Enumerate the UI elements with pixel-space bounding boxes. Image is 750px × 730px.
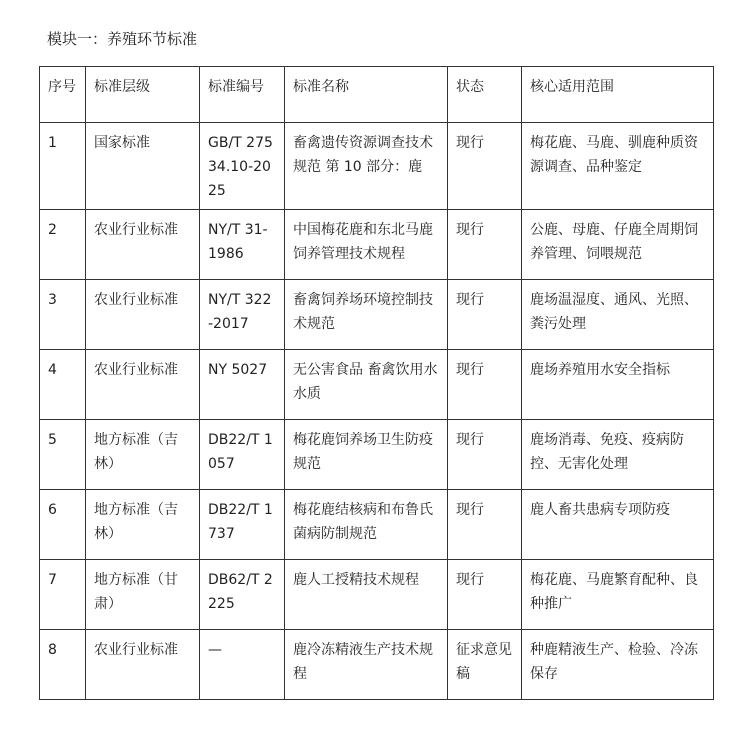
cell-name: 梅花鹿饲养场卫生防疫规范	[285, 420, 448, 490]
cell-status: 现行	[448, 350, 522, 420]
cell-scope: 种鹿精液生产、检验、冷冻保存	[522, 630, 714, 700]
cell-name: 鹿人工授精技术规程	[285, 560, 448, 630]
cell-scope: 鹿场养殖用水安全指标	[522, 350, 714, 420]
table-row	[40, 420, 714, 490]
cell-level: 农业行业标准	[86, 630, 200, 700]
table-row	[40, 350, 714, 420]
header-level: 标准层级	[86, 67, 200, 123]
cell-name: 中国梅花鹿和东北马鹿饲养管理技术规程	[285, 210, 448, 280]
cell-status: 现行	[448, 560, 522, 630]
cell-scope: 梅花鹿、马鹿、驯鹿种质资源调查、品种鉴定	[522, 123, 714, 210]
cell-level: 地方标准（甘肃）	[86, 560, 200, 630]
cell-no: 6	[40, 490, 86, 560]
cell-level: 国家标准	[86, 123, 200, 210]
cell-scope: 公鹿、母鹿、仔鹿全周期饲养管理、饲喂规范	[522, 210, 714, 280]
cell-no: 8	[40, 630, 86, 700]
table-header-row	[40, 67, 714, 123]
module-title: 模块一：养殖环节标准	[47, 30, 198, 48]
cell-code: DB22/T 1737	[200, 490, 285, 560]
cell-status: 现行	[448, 280, 522, 350]
cell-no: 7	[40, 560, 86, 630]
table-row	[40, 123, 714, 210]
header-name: 标准名称	[285, 67, 448, 123]
cell-status: 征求意见稿	[448, 630, 522, 700]
standards-table	[39, 66, 714, 700]
cell-status: 现行	[448, 420, 522, 490]
cell-no: 3	[40, 280, 86, 350]
cell-name: 梅花鹿结核病和布鲁氏菌病防制规范	[285, 490, 448, 560]
header-no: 序号	[40, 67, 86, 123]
cell-no: 5	[40, 420, 86, 490]
cell-code: GB/T 27534.10-2025	[200, 123, 285, 210]
table-row	[40, 630, 714, 700]
header-code: 标准编号	[200, 67, 285, 123]
cell-level: 地方标准（吉林）	[86, 490, 200, 560]
table-row	[40, 560, 714, 630]
header-scope: 核心适用范围	[522, 67, 714, 123]
cell-no: 2	[40, 210, 86, 280]
cell-code: NY 5027	[200, 350, 285, 420]
cell-name: 畜禽饲养场环境控制技术规范	[285, 280, 448, 350]
cell-status: 现行	[448, 123, 522, 210]
table-row	[40, 280, 714, 350]
cell-no: 4	[40, 350, 86, 420]
cell-no: 1	[40, 123, 86, 210]
cell-status: 现行	[448, 210, 522, 280]
cell-scope: 鹿场温湿度、通风、光照、粪污处理	[522, 280, 714, 350]
cell-scope: 梅花鹿、马鹿繁育配种、良种推广	[522, 560, 714, 630]
header-status: 状态	[448, 67, 522, 123]
table-row	[40, 210, 714, 280]
cell-code: DB62/T 2225	[200, 560, 285, 630]
table-row	[40, 490, 714, 560]
cell-code: DB22/T 1057	[200, 420, 285, 490]
cell-name: 畜禽遗传资源调查技术规范 第 10 部分：鹿	[285, 123, 448, 210]
cell-code: NY/T 31-1986	[200, 210, 285, 280]
cell-status: 现行	[448, 490, 522, 560]
cell-level: 农业行业标准	[86, 350, 200, 420]
cell-scope: 鹿场消毒、免疫、疫病防控、无害化处理	[522, 420, 714, 490]
cell-name: 无公害食品 畜禽饮用水水质	[285, 350, 448, 420]
cell-code: NY/T 322-2017	[200, 280, 285, 350]
cell-code: —	[200, 630, 285, 700]
cell-name: 鹿冷冻精液生产技术规程	[285, 630, 448, 700]
cell-level: 地方标准（吉林）	[86, 420, 200, 490]
cell-level: 农业行业标准	[86, 280, 200, 350]
cell-scope: 鹿人畜共患病专项防疫	[522, 490, 714, 560]
cell-level: 农业行业标准	[86, 210, 200, 280]
